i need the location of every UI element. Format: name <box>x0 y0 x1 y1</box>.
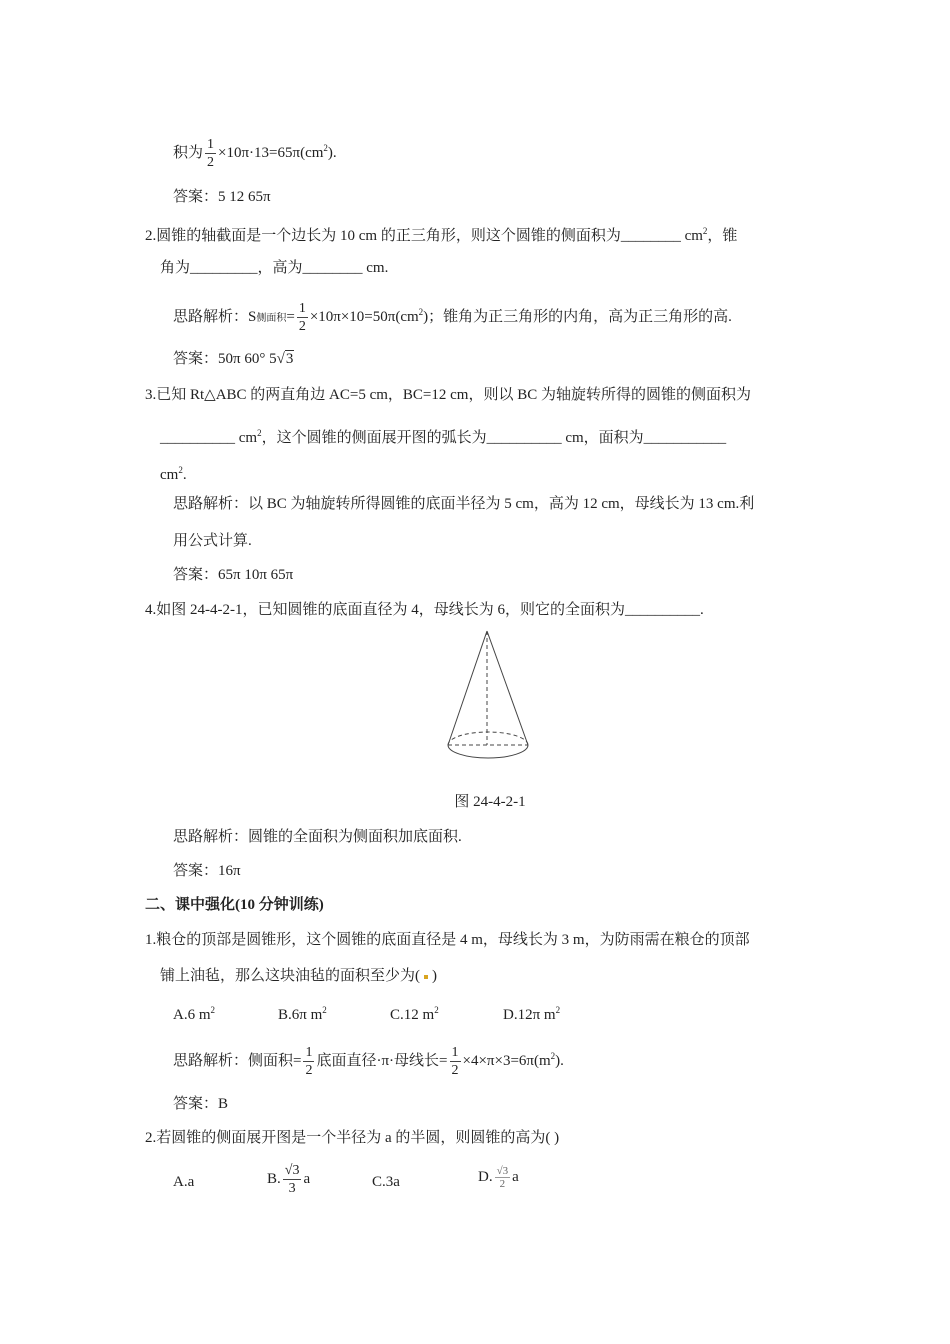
text: __________ cm <box>160 430 258 446</box>
text: 思路解析：侧面积= <box>173 1052 302 1069</box>
numerator: √3 <box>496 1165 509 1177</box>
fraction <box>450 1044 461 1079</box>
fraction <box>297 300 308 335</box>
figure-caption: 图 24-4-2-1 <box>454 794 526 810</box>
denominator: 2 <box>499 1178 506 1190</box>
question-4-line1: 4.如图 24-4-2-1，已知圆锥的底面直径为 4，母线长为 6，则它的全面积为__________. <box>145 602 704 618</box>
text: 思路解析：S <box>173 308 257 325</box>
s2-question-1-answer: 答案：B <box>173 1096 229 1112</box>
superscript: 2 <box>418 306 424 317</box>
question-2-line2: 角为_________，高为________ cm. <box>160 260 389 276</box>
text: a <box>512 1168 519 1185</box>
superscript: 2 <box>322 1005 327 1015</box>
radicand: 3 <box>292 1163 300 1178</box>
superscript: 2 <box>178 465 183 475</box>
superscript: 2 <box>550 1050 556 1061</box>
text: A.6 m <box>173 1007 211 1023</box>
text: D. <box>478 1168 493 1185</box>
question-3-hint-line2: 用公式计算. <box>173 533 252 549</box>
s2-question-1-hint <box>173 1044 564 1079</box>
subscript: 侧面积 <box>256 312 287 324</box>
text: a <box>303 1170 311 1187</box>
answer-1: 答案：5 12 65π <box>173 189 271 205</box>
superscript: 2 <box>257 428 262 438</box>
text: cm <box>160 467 179 483</box>
denominator: 2 <box>451 1063 459 1078</box>
s2-question-1-option-d <box>503 1000 560 1025</box>
text: 答案：50π 60° 5 <box>173 351 277 367</box>
question-4-hint: 思路解析：圆锥的全面积为侧面积加底面积. <box>173 829 462 845</box>
text: 2.圆锥的轴截面是一个边长为 10 cm 的正三角形，则这个圆锥的侧面积为________ cm <box>145 228 703 244</box>
s2-question-1-option-c <box>390 1000 439 1025</box>
question-2-answer <box>173 349 294 369</box>
continued-formula-line <box>173 136 337 171</box>
denominator: 2 <box>305 1063 313 1078</box>
text: ). <box>555 1052 564 1069</box>
superscript: 2 <box>210 1005 215 1015</box>
fraction <box>205 136 216 171</box>
s2-question-1-line1: 1.粮仓的顶部是圆锥形，这个圆锥的底面直径是 4 m，母线长为 3 m，为防雨需在粮仓的顶部 <box>145 932 750 948</box>
question-2-hint <box>173 300 732 335</box>
answer-blank-marker <box>424 975 428 979</box>
question-3-hint-line1: 思路解析：以 BC 为轴旋转所得圆锥的底面半径为 5 cm，高为 12 cm，母线长为 13 cm.利 <box>173 496 755 512</box>
cone-right-slant <box>487 631 528 745</box>
denominator: 3 <box>288 1181 296 1196</box>
numerator: 1 <box>207 137 215 152</box>
s2-question-2-line1: 2.若圆锥的侧面展开图是一个半径为 a 的半圆，则圆锥的高为( ) <box>145 1130 560 1146</box>
question-3-line3 <box>160 460 187 485</box>
denominator: 2 <box>207 155 215 170</box>
s2-question-2-option-b <box>267 1162 310 1197</box>
text: ，这个圆锥的侧面展开图的弧长为__________ cm，面积为___________ <box>261 430 727 446</box>
text: )；锥角为正三角形的内角，高为正三角形的高. <box>423 308 732 325</box>
numerator: 1 <box>451 1045 459 1060</box>
cone-base-back-arc <box>448 732 528 745</box>
numerator: √3 <box>284 1163 300 1178</box>
radicand: 3 <box>502 1165 509 1177</box>
question-3-line1: 3.已知 Rt△ABC 的两直角边 AC=5 cm，BC=12 cm，则以 BC 为轴旋转所得的圆锥的侧面积为 <box>145 387 751 403</box>
superscript: 2 <box>434 1005 439 1015</box>
numerator: 1 <box>298 301 306 316</box>
fraction <box>283 1162 302 1197</box>
s2-question-2-option-c: C.3a <box>372 1174 400 1190</box>
text: ×10π·13=65π(cm <box>218 144 324 161</box>
s2-question-1-line2 <box>160 966 437 986</box>
text: 铺上油毡，那么这块油毡的面积至少为( <box>160 968 420 984</box>
fraction <box>303 1044 314 1079</box>
text: . <box>182 467 187 483</box>
text: B. <box>267 1170 281 1187</box>
text: ×10π×10=50π(cm <box>309 308 419 325</box>
denominator: 2 <box>298 319 306 334</box>
text: 底面直径·π·母线长= <box>316 1052 448 1069</box>
cone-base-front-arc <box>448 745 528 758</box>
fraction <box>495 1165 511 1190</box>
question-4-answer: 答案：16π <box>173 863 241 879</box>
square-root: √3 <box>276 351 294 367</box>
cone-figure <box>440 628 540 778</box>
s2-question-1-option-b <box>278 1000 327 1025</box>
superscript: 2 <box>323 142 328 153</box>
text: 积为 <box>173 144 204 161</box>
text: ×4×π×3=6π(m <box>462 1052 551 1069</box>
s2-question-2-option-a: A.a <box>173 1174 195 1190</box>
s2-question-1-option-a <box>173 1000 215 1025</box>
section-2-title: 二、课中强化(10 分钟训练) <box>145 897 324 913</box>
numerator: 1 <box>305 1045 313 1060</box>
text: C.12 m <box>390 1007 435 1023</box>
text: ). <box>327 144 337 161</box>
text: D.12π m <box>503 1007 556 1023</box>
superscript: 2 <box>702 226 708 236</box>
radicand: 3 <box>285 351 294 367</box>
text: = <box>286 308 295 325</box>
text: ，锥 <box>707 228 738 244</box>
superscript: 2 <box>555 1005 561 1015</box>
text: ) <box>432 968 437 984</box>
question-3-line2 <box>160 423 726 448</box>
text: B.6π m <box>278 1007 323 1023</box>
cone-left-slant <box>448 631 487 745</box>
s2-question-2-option-d <box>478 1165 519 1190</box>
question-2-line1 <box>145 221 737 246</box>
question-3-answer: 答案：65π 10π 65π <box>173 567 294 583</box>
